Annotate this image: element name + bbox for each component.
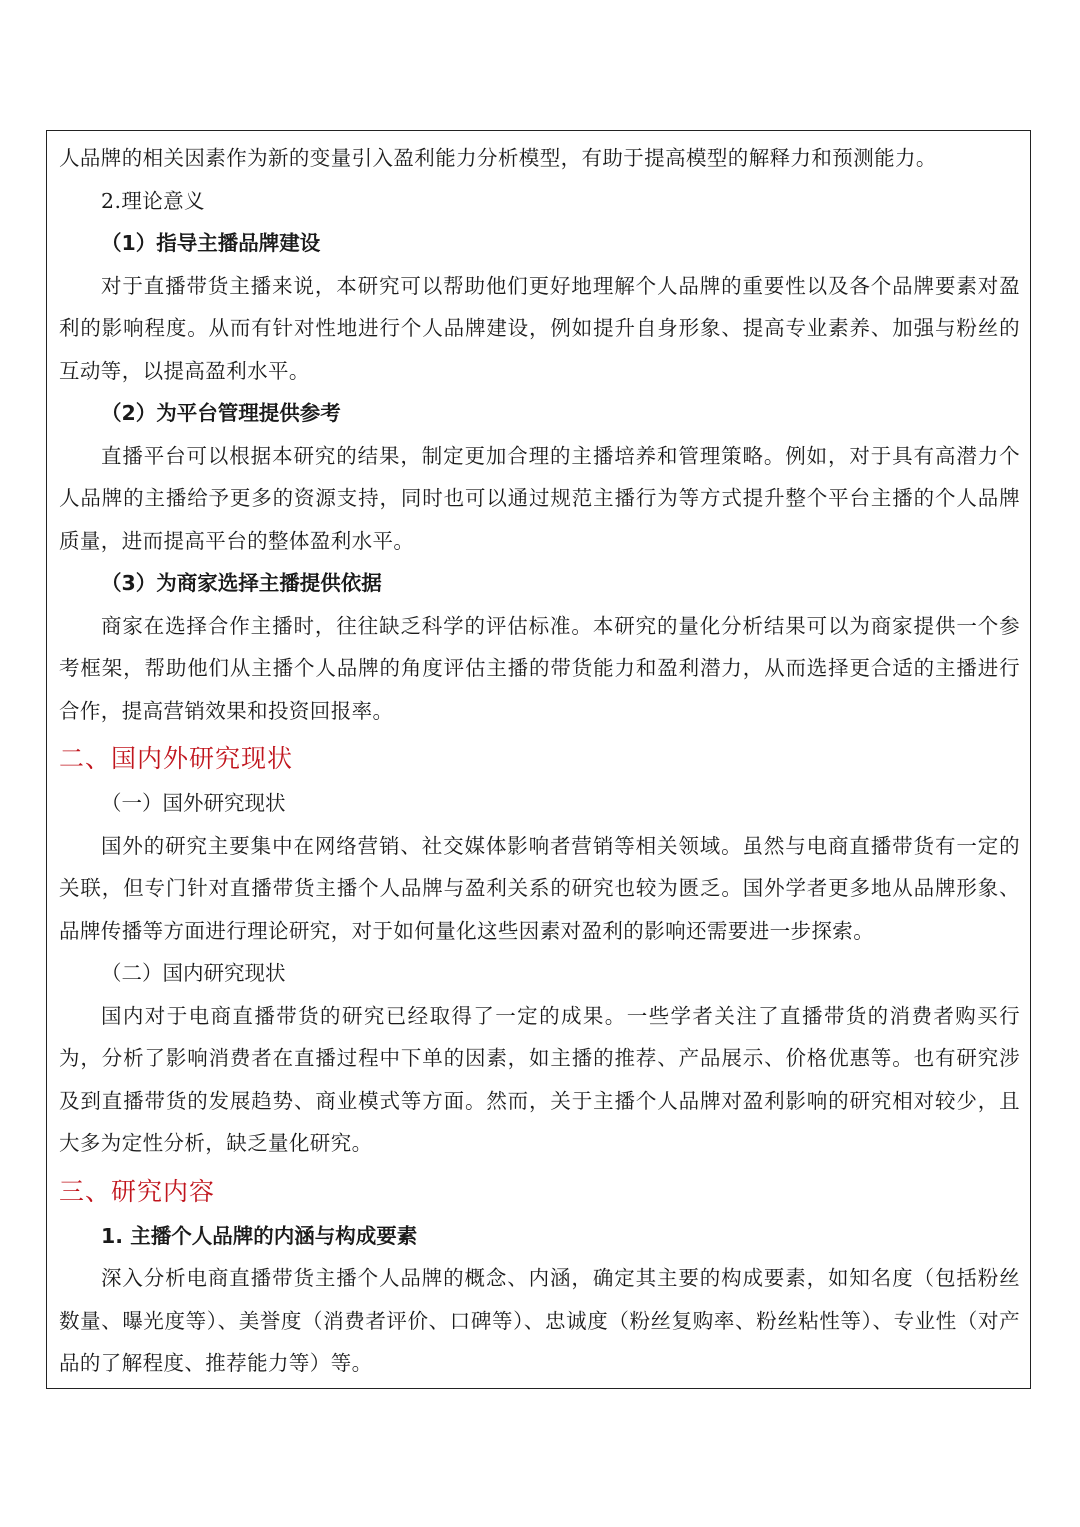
item3-heading: （3）为商家选择主播提供依据 xyxy=(101,571,382,595)
section-2-title: 二、国内外研究现状 xyxy=(59,744,294,773)
item2-heading: （2）为平台管理提供参考 xyxy=(101,401,341,425)
item1-text: 对于直播带货主播来说，本研究可以帮助他们更好地理解个人品牌的重要性以及各个品牌要素对盈利的影响程度。从而有针对性地进行个人品牌建设，例如提升自身形象、提高专业素养、加强与粉丝的互动等，以提高盈利水平。 xyxy=(59,273,1020,383)
document-frame xyxy=(46,130,1031,1389)
section-2-sub2-heading: （二）国内研究现状 xyxy=(101,961,286,985)
section-2-sub1-text: 国外的研究主要集中在网络营销、社交媒体影响者营销等相关领域。虽然与电商直播带货有一定的关联，但专门针对直播带货主播个人品牌与盈利关系的研究也较为匮乏。国外学者更多地从品牌形象、品牌传播等方面进行理论研究，对于如何量化这些因素对盈利的影响还需要进一步探索。 xyxy=(59,833,1020,943)
item2-text: 直播平台可以根据本研究的结果，制定更加合理的主播培养和管理策略。例如，对于具有高潜力个人品牌的主播给予更多的资源支持，同时也可以通过规范主播行为等方式提升整个平台主播的个人品牌质量，进而提高平台的整体盈利水平。 xyxy=(59,443,1020,553)
section-2-sub1-heading: （一）国外研究现状 xyxy=(101,791,286,815)
section-3-sub1-heading: 1. 主播个人品牌的内涵与构成要素 xyxy=(101,1223,418,1248)
section-3-sub1-text: 深入分析电商直播带货主播个人品牌的概念、内涵，确定其主要的构成要素，如知名度（包括粉丝数量、曝光度等）、美誉度（消费者评价、口碑等）、忠诚度（粉丝复购率、粉丝粘性等）、专业性（对产品的了解程度、推荐能力等）等。 xyxy=(59,1266,1020,1375)
item1-heading: （1）指导主播品牌建设 xyxy=(101,231,321,255)
theory-significance-heading: 2.理论意义 xyxy=(101,188,205,213)
intro-line: 人品牌的相关因素作为新的变量引入盈利能力分析模型，有助于提高模型的解释力和预测能力。 xyxy=(59,146,937,170)
section-3-title: 三、研究内容 xyxy=(59,1176,216,1206)
item3-text: 商家在选择合作主播时，往往缺乏科学的评估标准。本研究的量化分析结果可以为商家提供一个参考框架，帮助他们从主播个人品牌的角度评估主播的带货能力和盈利潜力，从而选择更合适的主播进行合作，提高营销效果和投资回报率。 xyxy=(59,613,1020,723)
section-2-sub2-text: 国内对于电商直播带货的研究已经取得了一定的成果。一些学者关注了直播带货的消费者购买行为，分析了影响消费者在直播过程中下单的因素，如主播的推荐、产品展示、价格优惠等。也有研究涉及到直播带货的发展趋势、商业模式等方面。然而，关于主播个人品牌对盈利影响的研究相对较少，且大多为定性分析，缺乏量化研究。 xyxy=(59,1003,1020,1155)
